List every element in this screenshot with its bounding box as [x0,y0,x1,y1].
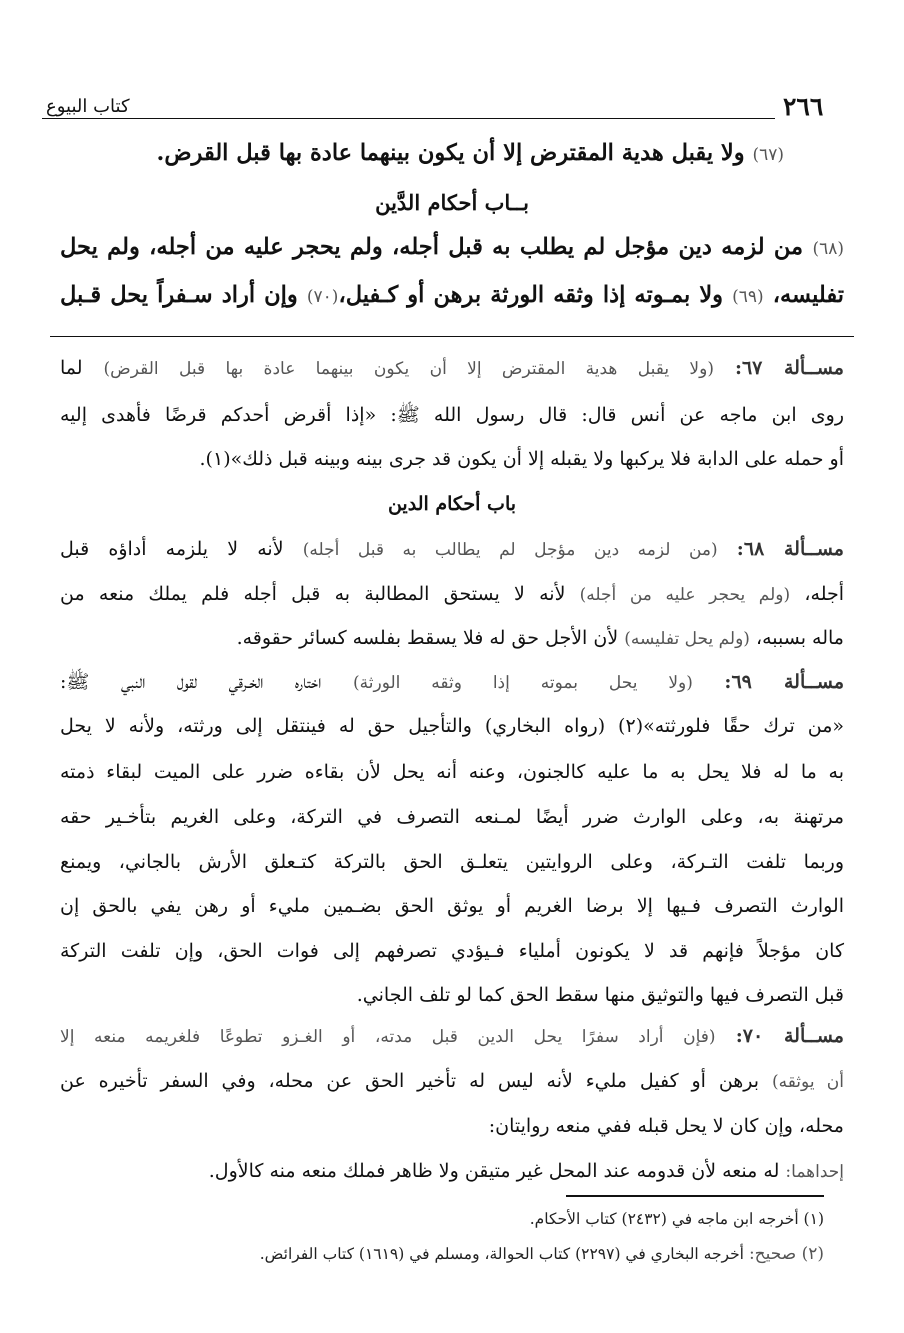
masala-67-line-1: مســألة ٦٧: (ولا يقبل هدية المقترض إلا أن يكون بينهما عادة بها قبل القرض) لما [60,357,844,379]
sharh-line: مرتهنة به، وعلى الوارث ضرر أيضًا لمـنعه التصرف في التركة، وعلى الغريم بتأخـير حقه [60,806,844,828]
masala-69-line-1: مســألة ٦٩: (ولا يحل بموته إذا وثقه الورثة) اختاره الخـرقي لقول النبي ﷺ: [60,671,844,693]
sharh-line: الوارث التصرف فـيها إلا برضا الغريم أو يوثق الحق بضـمين مليء أو رهن يفي بالحق إن [60,895,844,917]
matn-line-4: تفليسه، (٦٩) ولا بمـوته إذا وثقه الورثة برهن أو كـفيل،(٧٠) وإن أراد سـفراً يحل قـبل [60,282,844,308]
sharh-line: روى ابن ماجه عن أنس قال: قال رسول الله ﷺ: «إذا أقرض أحدكم قرضًا فأهدى إليه [60,404,844,426]
matn-separator-rule [50,336,854,337]
footnote-rule [566,1195,824,1197]
sharh-line: به ما له فلا يحل به ما عليه كالجنون، وعنه أنه يحل لأن بقاءه ضرر على الميت لبقاء ذمته [60,761,844,783]
matn-line-1: (٦٧) ولا يقبل هدية المقترض إلا أن يكون بينهما عادة بها قبل القرض. [156,140,784,166]
page-number: ٢٦٦ [783,92,824,121]
footnote-2: (٢) صحيح: أخرجه البخاري في (٢٢٩٧) كتاب الحوالة، ومسلم في (١٦١٩) كتاب الفرائض. [259,1244,824,1264]
sharh-line: إحداهما: له منعه لأن قدومه عند المحل غير متيقن ولا ظاهر فملك منعه منه كالأول. [208,1160,844,1182]
masala-68-line-1: مســألة ٦٨: (من لزمه دين مؤجل لم يطالب به قبل أجله) لأنه لا يلزمه أداؤه قبل [60,538,844,560]
footnote-1: (١) أخرجه ابن ماجه في (٢٤٣٢) كتاب الأحكام. [529,1210,824,1228]
masala-70-line-1: مســألة ٧٠: (فإن أراد سفرًا يحل الدين قبل مدته، أو الغـزو تطوعًا فلغريمه منعه إلا [60,1025,844,1047]
sharh-line: «من ترك حقًا فلورثته»(٢) (رواه البخاري) والتأجيل حق له فينتقل إلى ورثته، ولأنه لا يحل [60,715,844,737]
sharh-line: قبل التصرف فيها والتوثيق منها سقط الحق كما لو تلف الجاني. [356,984,844,1006]
matn-chapter-heading: بــاب أحكام الدَّين [375,190,529,215]
sharh-line: وربما تلفت التـركة، وعلى الروايتين يتعلـق الحق بالتركة كتـعلق الأرش بالجاني، ويمنع [60,851,844,873]
sharh-line: أجله، (ولم يحجر عليه من أجله) لأنه لا يستحق المطالبة به قبل أجله فلم يملك منعه من [60,583,845,605]
matn-line-3: (٦٨) من لزمه دين مؤجل لم يطلب به قبل أجله، ولم يحجر عليه من أجله، ولم يحل [60,234,844,260]
sharh-line: كان مؤجلاً فإنهم قد لا يكونون أملياء فـيؤدي تصرفهم إلى فوات الحق، وإن تلفت التركة [60,940,844,962]
sharh-line: أن يوثقه) برهن أو كفيل مليء لأنه ليس له تأخير الحق عن محله، وفي السفر تأخيره عن [60,1070,844,1092]
running-head-title: كتاب البيوع [46,96,130,117]
header-rule [42,118,775,119]
sharh-line: محله، وإن كان لا يحل قبله ففي منعه روايتان: [488,1115,844,1137]
sharh-line: ماله بسببه، (ولم يحل تفليسه) لأن الأجل حق له فلا يسقط بفلسه كسائر حقوقه. [236,627,844,649]
sharh-line: أو حمله على الدابة فلا يركبها ولا يقبله إلا أن يكون قد جرى بينه وبينه قبل ذلك»(١). [199,448,844,470]
sharh-chapter-heading: باب أحكام الدين [387,493,517,515]
